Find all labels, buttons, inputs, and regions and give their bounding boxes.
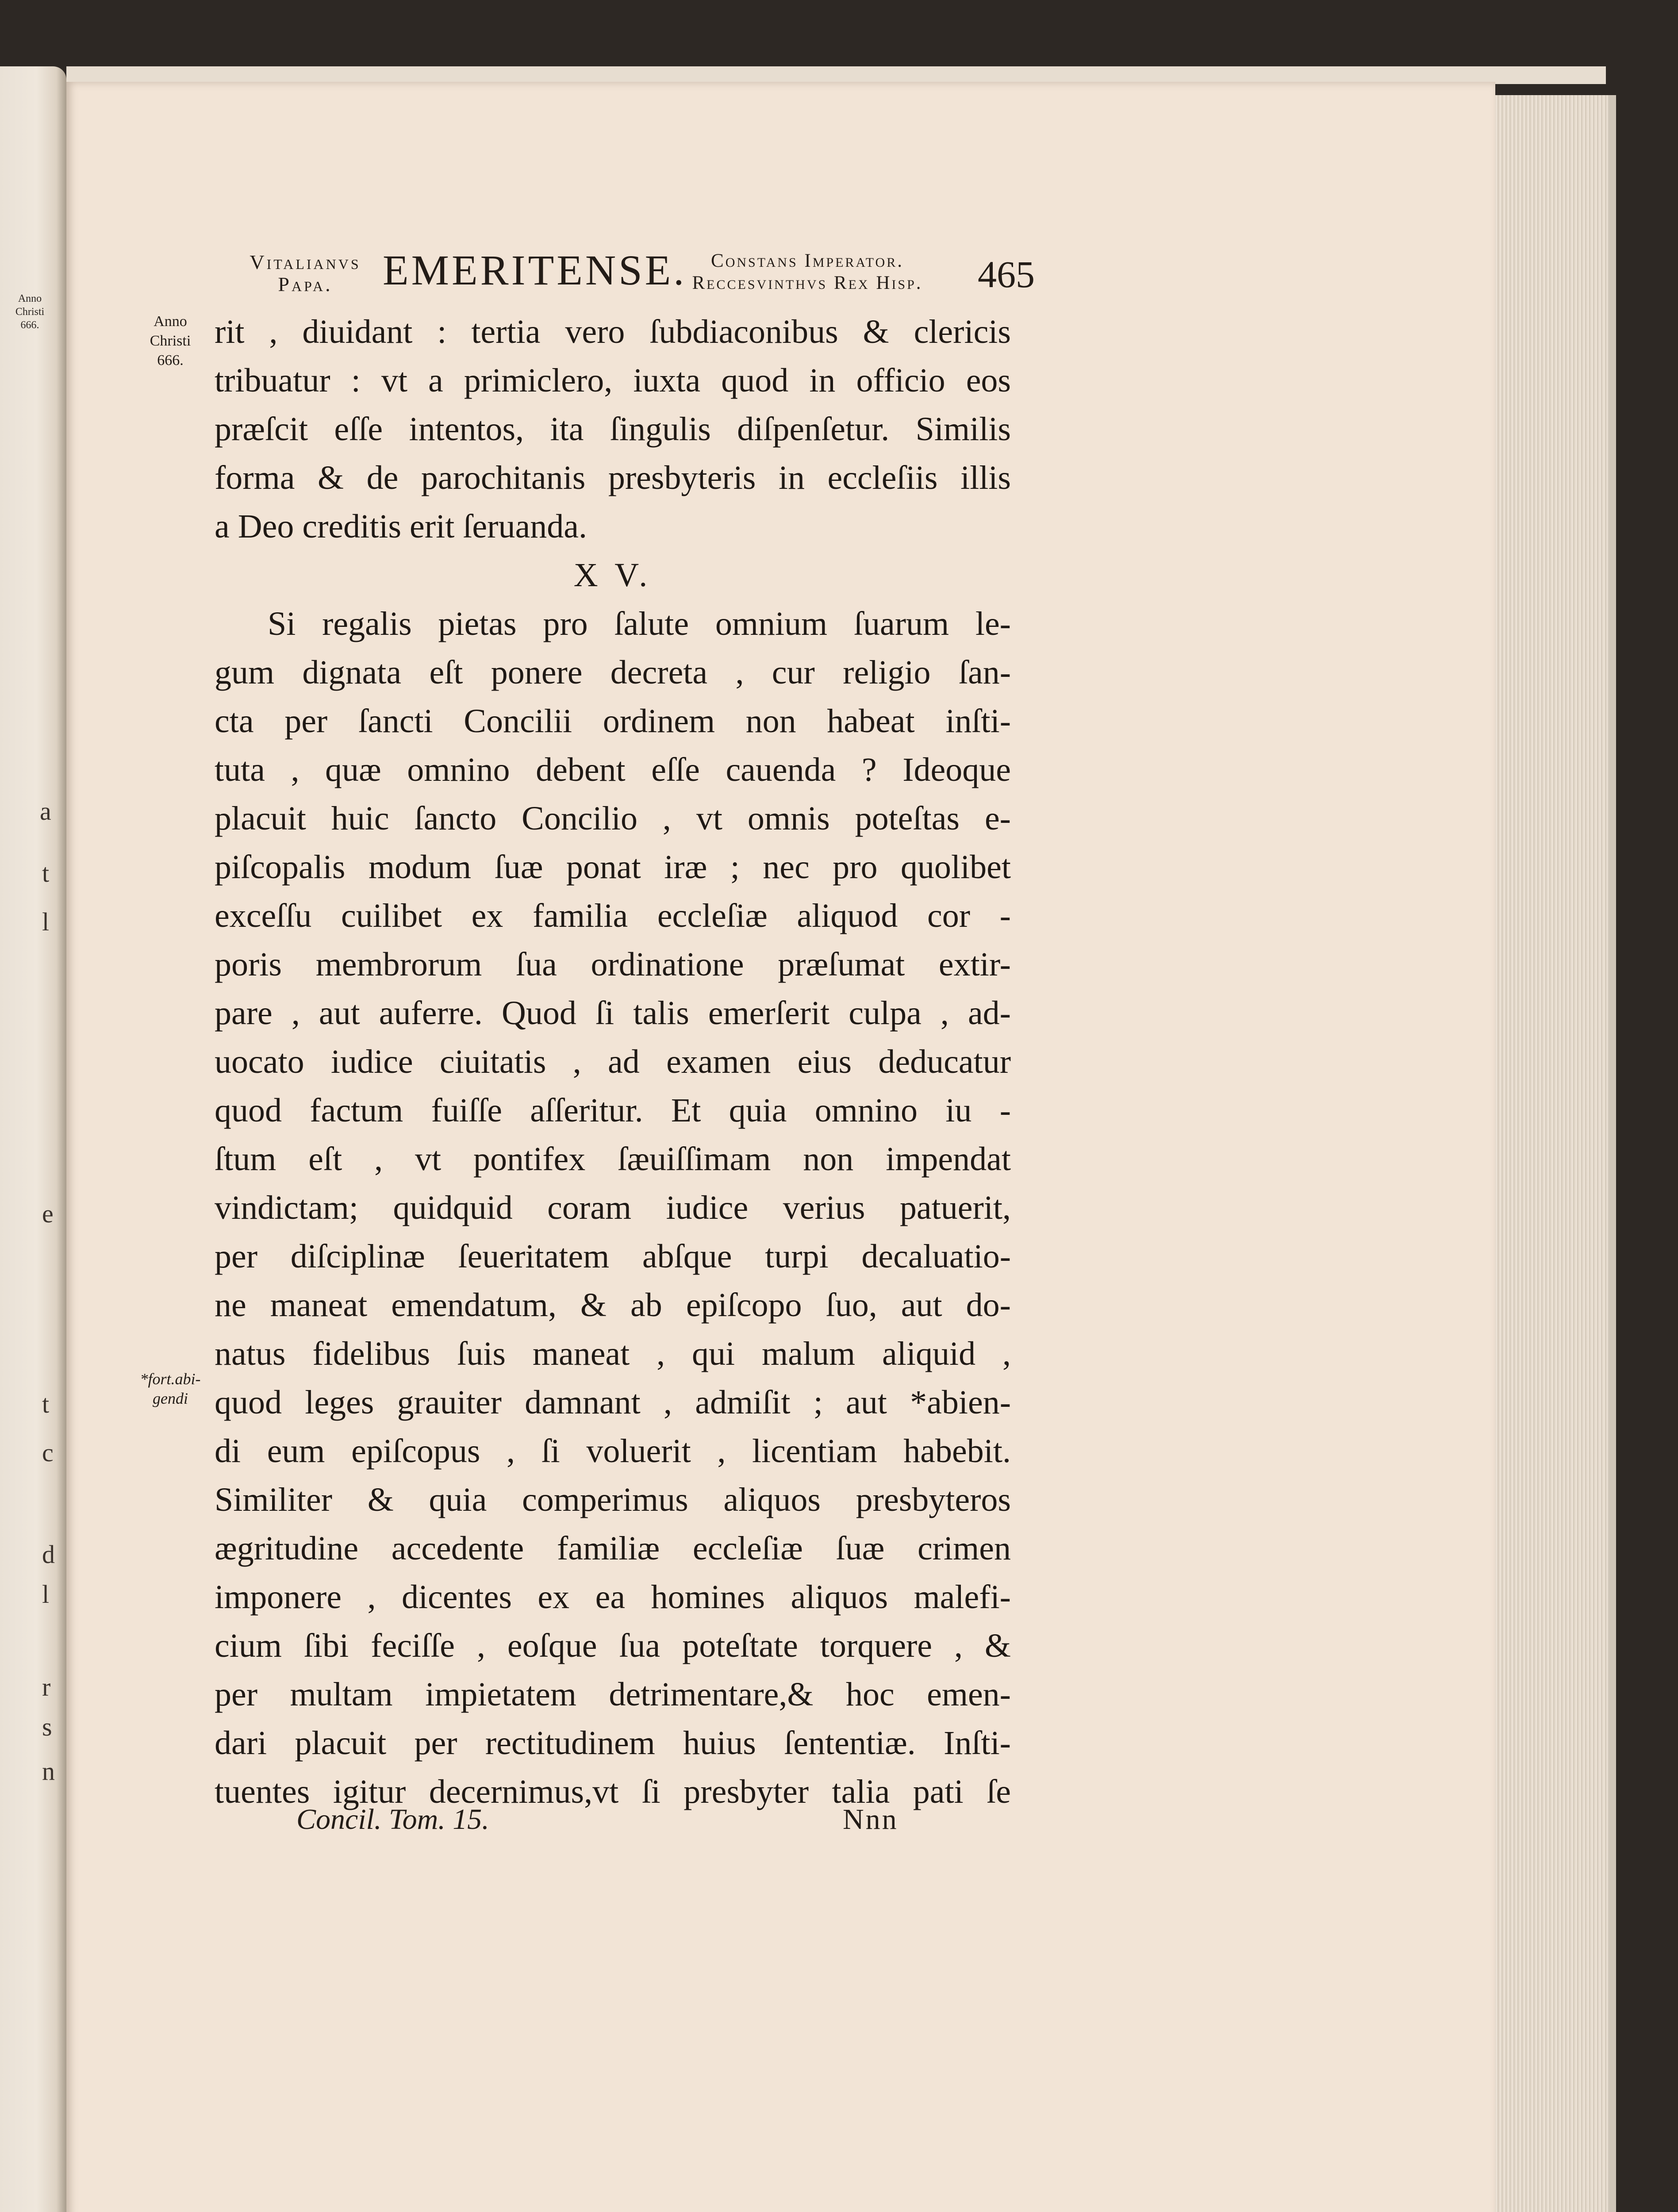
footer-signature: Concil. Tom. 15. <box>296 1803 489 1836</box>
running-head-left: Vitalianvs Papa. <box>250 251 361 296</box>
text-line: pare , aut auferre. Quod ſi talis emerſerit culpa , ad- <box>215 995 1011 1032</box>
left-page-margin-year: Anno Christi 666. <box>15 293 45 331</box>
left-page-fragment: l <box>42 1580 50 1609</box>
left-page-fragment: t <box>42 1390 50 1418</box>
text-line: natus fidelibus ſuis maneat , qui malum aliquid , <box>215 1335 1011 1372</box>
left-page-fragment: n <box>42 1757 55 1786</box>
margin-year-note: Anno Christi 666. <box>150 313 191 369</box>
text-line: ſtum eſt , vt pontifex ſæuiſſimam non impendat <box>215 1141 1011 1178</box>
running-head-title: EMERITENSE. <box>383 246 687 294</box>
text-line: per diſciplinæ ſeueritatem abſque turpi decaluatio- <box>215 1238 1011 1275</box>
text-line: ne maneat emendatum, & ab epiſcopo ſuo, aut do- <box>215 1286 1011 1324</box>
left-page-fragment: r <box>42 1673 51 1701</box>
text-line: tuentes igitur decernimus,vt ſi presbyter talia pati ſe <box>215 1773 1011 1810</box>
footer-quire-mark: Nnn <box>843 1803 899 1836</box>
text-line: vindictam; quidquid coram iudice verius patuerit, <box>215 1189 1011 1226</box>
left-facing-page <box>0 66 66 2212</box>
text-line: per multam impietatem detrimentare,& hoc emen- <box>215 1676 1011 1713</box>
section-heading: X V. <box>573 557 652 594</box>
text-line: forma & de parochitanis presbyteris in eccleſiis illis <box>215 459 1011 496</box>
text-line: dari placuit per rectitudinem huius ſententiæ. Inſti- <box>215 1724 1011 1762</box>
text-line: cta per ſancti Concilii ordinem non habeat inſti- <box>215 703 1011 740</box>
left-page-fragment: c <box>42 1438 54 1467</box>
text-line: placuit huic ſancto Concilio , vt omnis poteſtas e- <box>215 800 1011 837</box>
text-line: ægritudine accedente familiæ eccleſiæ ſuæ crimen <box>215 1530 1011 1567</box>
text-line: exceſſu cuilibet ex familia eccleſiæ aliquod cor - <box>215 897 1011 934</box>
left-page-fragment: t <box>42 859 50 887</box>
text-line: piſcopalis modum ſuæ ponat iræ ; nec pro quolibet <box>215 849 1011 886</box>
text-line: Si regalis pietas pro ſalute omnium ſuarum le- <box>268 605 1011 642</box>
margin-variant-note: *fort.abi- gendi <box>140 1370 201 1407</box>
page-edges <box>1495 95 1616 2212</box>
running-head-right: Constans Imperator. Reccesvinthvs Rex Hisp. <box>692 250 923 293</box>
text-line: rit , diuidant : tertia vero ſubdiaconibus & clericis <box>215 313 1011 350</box>
page-number: 465 <box>978 253 1035 296</box>
left-page-fragment: e <box>42 1199 54 1228</box>
text-line: poris membrorum ſua ordinatione præſumat extir- <box>215 946 1011 983</box>
text-line: di eum epiſcopus , ſi voluerit , licentiam habebit. <box>215 1432 1011 1470</box>
left-page-fragment: a <box>40 797 51 826</box>
text-line: quod factum fuiſſe aſſeritur. Et quia omnino iu - <box>215 1092 1011 1129</box>
text-line: uocato iudice ciuitatis , ad examen eius deducatur <box>215 1043 1011 1080</box>
text-line: gum dignata eſt ponere decreta , cur religio ſan- <box>215 654 1011 691</box>
text-line: cium ſibi feciſſe , eoſque ſua poteſtate torquere , & <box>215 1627 1011 1664</box>
body-text <box>215 307 1011 1816</box>
text-line: præſcit eſſe intentos, ita ſingulis diſpenſetur. Similis <box>215 411 1011 448</box>
text-line: a Deo creditis erit ſeruanda. <box>215 508 587 545</box>
text-line: tribuatur : vt a primiclero, iuxta quod in officio eos <box>215 362 1011 399</box>
left-page-fragment: s <box>42 1713 52 1741</box>
text-line: quod leges grauiter damnant , admiſit ; aut *abien- <box>215 1384 1011 1421</box>
page-top-edge <box>66 66 1606 84</box>
text-line: imponere , dicentes ex ea homines aliquos malefi- <box>215 1578 1011 1616</box>
left-page-fragment: d <box>42 1540 55 1569</box>
text-line: Similiter & quia comperimus aliquos presbyteros <box>215 1481 1011 1518</box>
left-page-fragment: l <box>42 907 50 936</box>
text-line: tuta , quæ omnino debent eſſe cauenda ? Ideoque <box>215 751 1011 788</box>
